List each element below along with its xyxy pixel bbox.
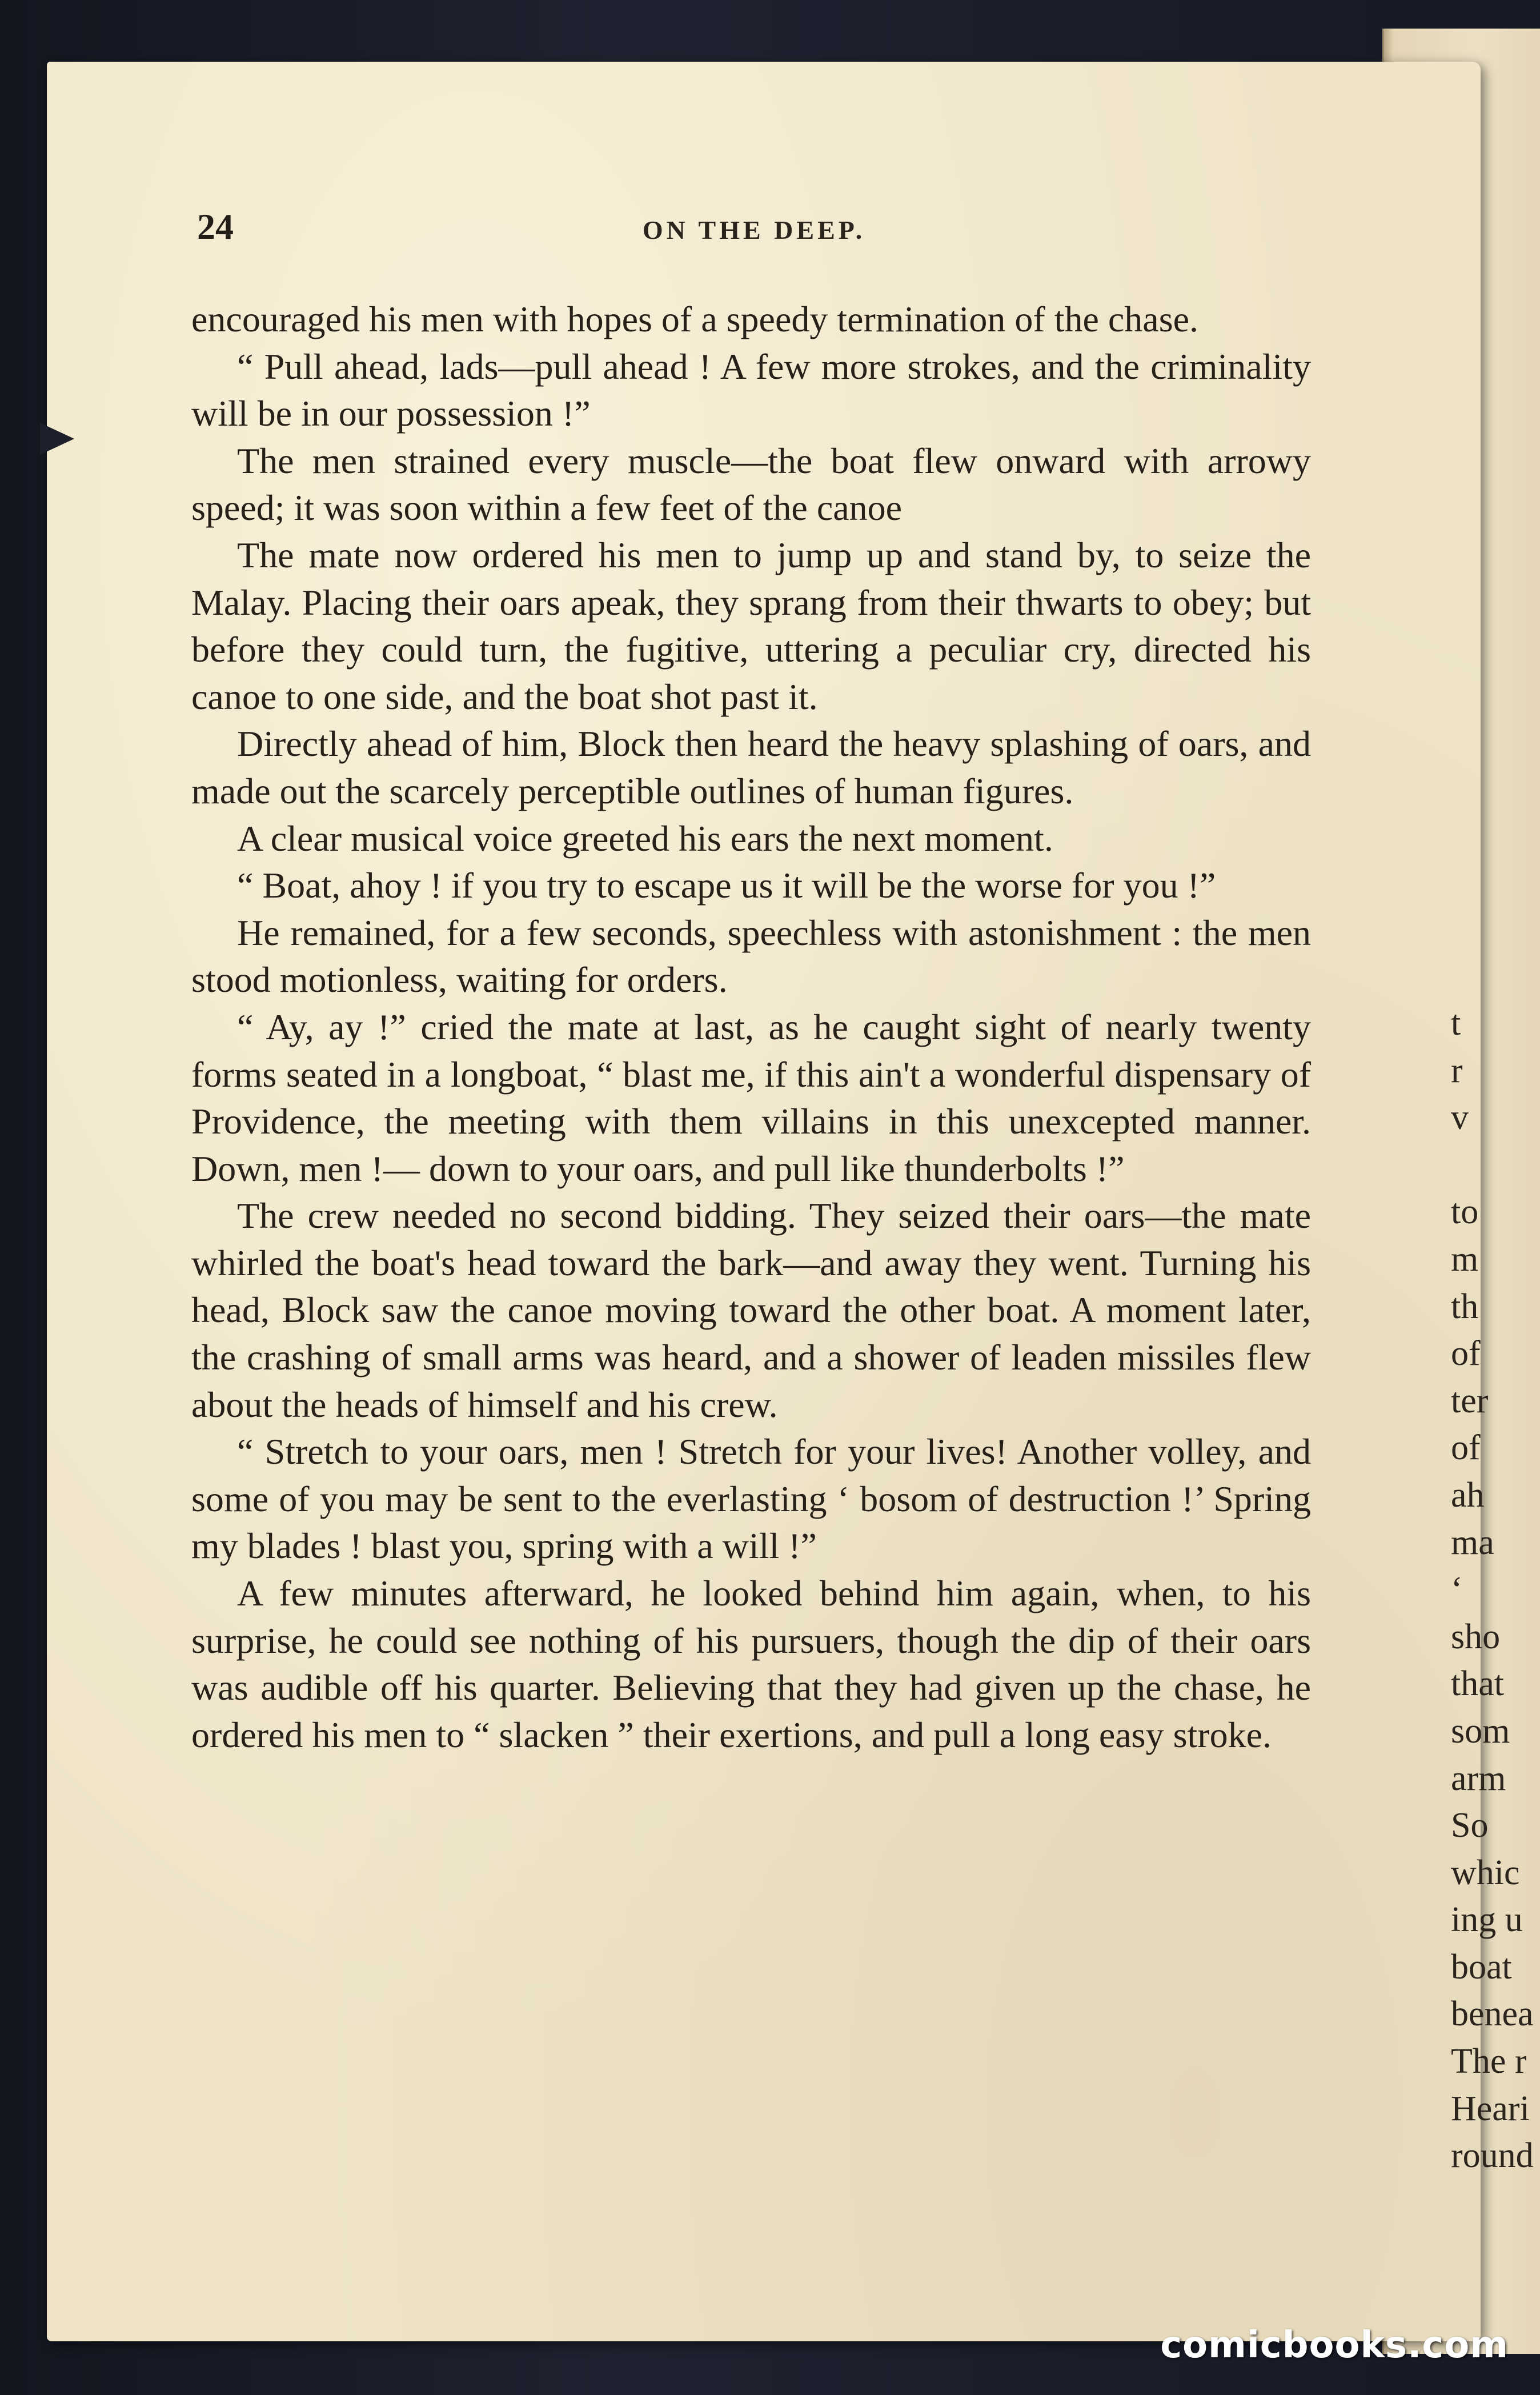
facing-line: th (1451, 1287, 1479, 1326)
facing-line: m (1451, 1239, 1479, 1279)
facing-line: ter (1451, 1381, 1489, 1420)
paragraph: A clear musical voice greeted his ears the next moment. (237, 818, 1053, 859)
facing-line: benea (1451, 1995, 1534, 2034)
facing-line: ah (1451, 1475, 1485, 1515)
page-number: 24 (197, 206, 234, 247)
facing-line (1451, 1142, 1540, 1189)
facing-line: of (1451, 1428, 1481, 1468)
paragraph: The men strained every muscle—the boat flew onward with arrowy speed; it was soon within a few feet of the canoe (191, 440, 1311, 528)
page-notch (40, 423, 74, 455)
facing-line: whic (1451, 1853, 1520, 1892)
running-head: ON THE DEEP. (642, 215, 866, 245)
facing-line: ma (1451, 1523, 1494, 1562)
paragraph: The crew needed no second bidding. They seized their oars—the mate whirled the boat's head toward the bark—and away they went. Turning his head, Block saw the canoe moving toward the other boat. A moment later, the crashing of small arms was heard, and a shower of leaden missiles flew about the heads of himself and his crew. (191, 1195, 1311, 1425)
body-text (191, 296, 1311, 1759)
facing-line: to (1451, 1192, 1479, 1232)
page-header (197, 206, 1311, 251)
facing-line: arm (1451, 1759, 1506, 1798)
facing-line: that (1451, 1664, 1504, 1704)
facing-line: ‘ (1451, 1570, 1463, 1609)
facing-line: of (1451, 1334, 1481, 1373)
facing-line: round (1451, 2136, 1534, 2176)
facing-line: boat (1451, 1947, 1512, 1987)
facing-line: som (1451, 1711, 1510, 1751)
facing-page-text (1451, 1000, 1540, 2180)
paragraph: encouraged his men with hopes of a speedy termination of the chase. (191, 299, 1198, 339)
watermark: comicbooks.com (1160, 2324, 1509, 2366)
facing-line: r (1451, 1051, 1463, 1090)
paragraph: “ Pull ahead, lads—pull ahead ! A few more strokes, and the criminality will be in our possession !” (191, 346, 1311, 434)
facing-line: v (1451, 1098, 1469, 1138)
facing-line: The r (1451, 2042, 1527, 2081)
paragraph: Directly ahead of him, Block then heard the heavy splashing of oars, and made out the scarcely perceptible outlines of human figures. (191, 723, 1311, 811)
paragraph: He remained, for a few seconds, speechless with astonishment : the men stood motionless, waiting for orders. (191, 912, 1311, 1000)
paragraph: “ Boat, ahoy ! if you try to escape us it will be the worse for you !” (237, 865, 1216, 906)
facing-line: So (1451, 1806, 1489, 1845)
facing-line: t (1451, 1004, 1461, 1043)
paragraph: A few minutes afterward, he looked behind him again, when, to his surprise, he could see nothing of his pursuers, though the dip of their oars was audible off his quarter. Believing that they had given up the chase, he ordered his men to “ slacken ” their exertions, and pull a long easy stroke. (191, 1573, 1311, 1755)
paragraph: The mate now ordered his men to jump up and stand by, to seize the Malay. Placing their oars apeak, they sprang from their thwarts to obey; but before they could turn, the fugitive, uttering a peculiar cry, directed his canoe to one side, and the boat shot past it. (191, 534, 1311, 717)
facing-line: ing u (1451, 1900, 1523, 1940)
facing-line: Heari (1451, 2089, 1530, 2128)
paragraph: “ Stretch to your oars, men ! Stretch for your lives! Another volley, and some of you may be sent to the everlasting ‘ bosom of destruction !’ Spring my blades ! blast you, spring with a will !” (191, 1431, 1311, 1567)
facing-line: sho (1451, 1617, 1501, 1656)
paragraph: “ Ay, ay !” cried the mate at last, as he caught sight of nearly twenty forms seated in a longboat, “ blast me, if this ain't a wonderful dispensary of Providence, the meeting with them villains in this unexcepted manner. Down, men !— down to your oars, and pull like thunderbolts !” (191, 1006, 1311, 1189)
